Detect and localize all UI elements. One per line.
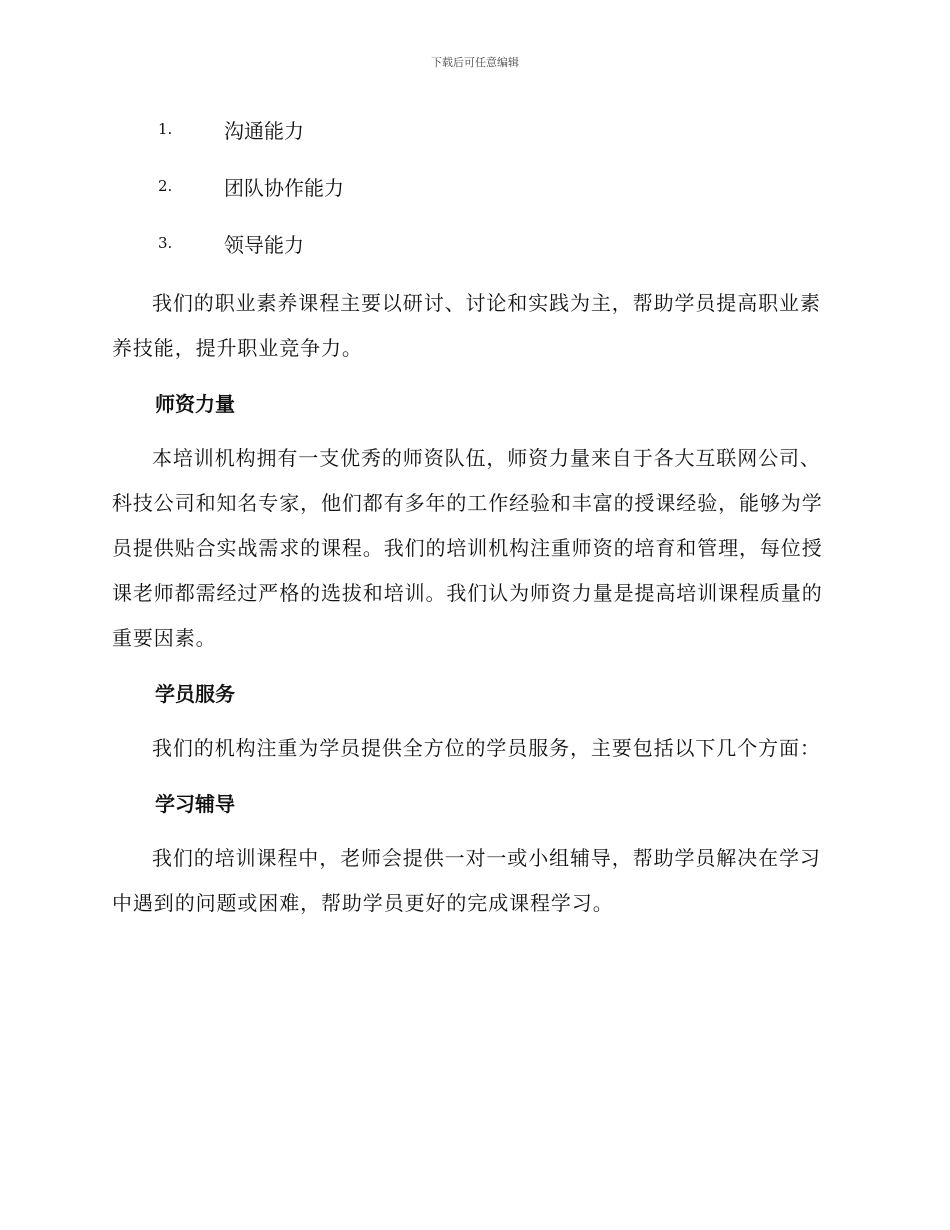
list-item-text: 沟通能力: [224, 118, 304, 143]
section-heading-student-service: 学员服务: [155, 682, 235, 706]
paragraph-faculty: 本培训机构拥有一支优秀的师资队伍，师资力量来自于各大互联网公司、科技公司和知名专家，他们都有多年的工作经验和丰富的授课经验，能够为学员提供贴合实战需求的课程。我们的培训机构注重师资的培育和管理，每位授课老师都需经过严格的选拔和培训。我们认为师资力量是提高培训课程质量的重要因素。: [112, 446, 823, 650]
list-item-number: 1.: [158, 120, 173, 138]
list-item: [112, 110, 832, 148]
paragraph-student-service: 我们的机构注重为学员提供全方位的学员服务，主要包括以下几个方面：: [152, 736, 821, 760]
page-header: 下载后可任意编辑: [431, 56, 519, 69]
list-item-text: 团队协作能力: [224, 175, 344, 200]
document-body: [112, 110, 832, 926]
section-heading-tutoring: 学习辅导: [155, 792, 235, 816]
list-item-number: 3.: [158, 234, 173, 252]
list-item: [112, 224, 832, 262]
numbered-list: [112, 110, 832, 262]
section-heading-faculty: 师资力量: [155, 392, 235, 416]
list-item-text: 领导能力: [224, 232, 304, 257]
paragraph-tutoring: 我们的培训课程中，老师会提供一对一或小组辅导，帮助学员解决在学习中遇到的问题或困难，帮助学员更好的完成课程学习。: [112, 846, 821, 915]
paragraph-professional-skills: 我们的职业素养课程主要以研讨、讨论和实践为主，帮助学员提高职业素养技能，提升职业竞争力。: [112, 291, 821, 360]
list-item-number: 2.: [158, 177, 173, 195]
list-item: [112, 167, 832, 205]
